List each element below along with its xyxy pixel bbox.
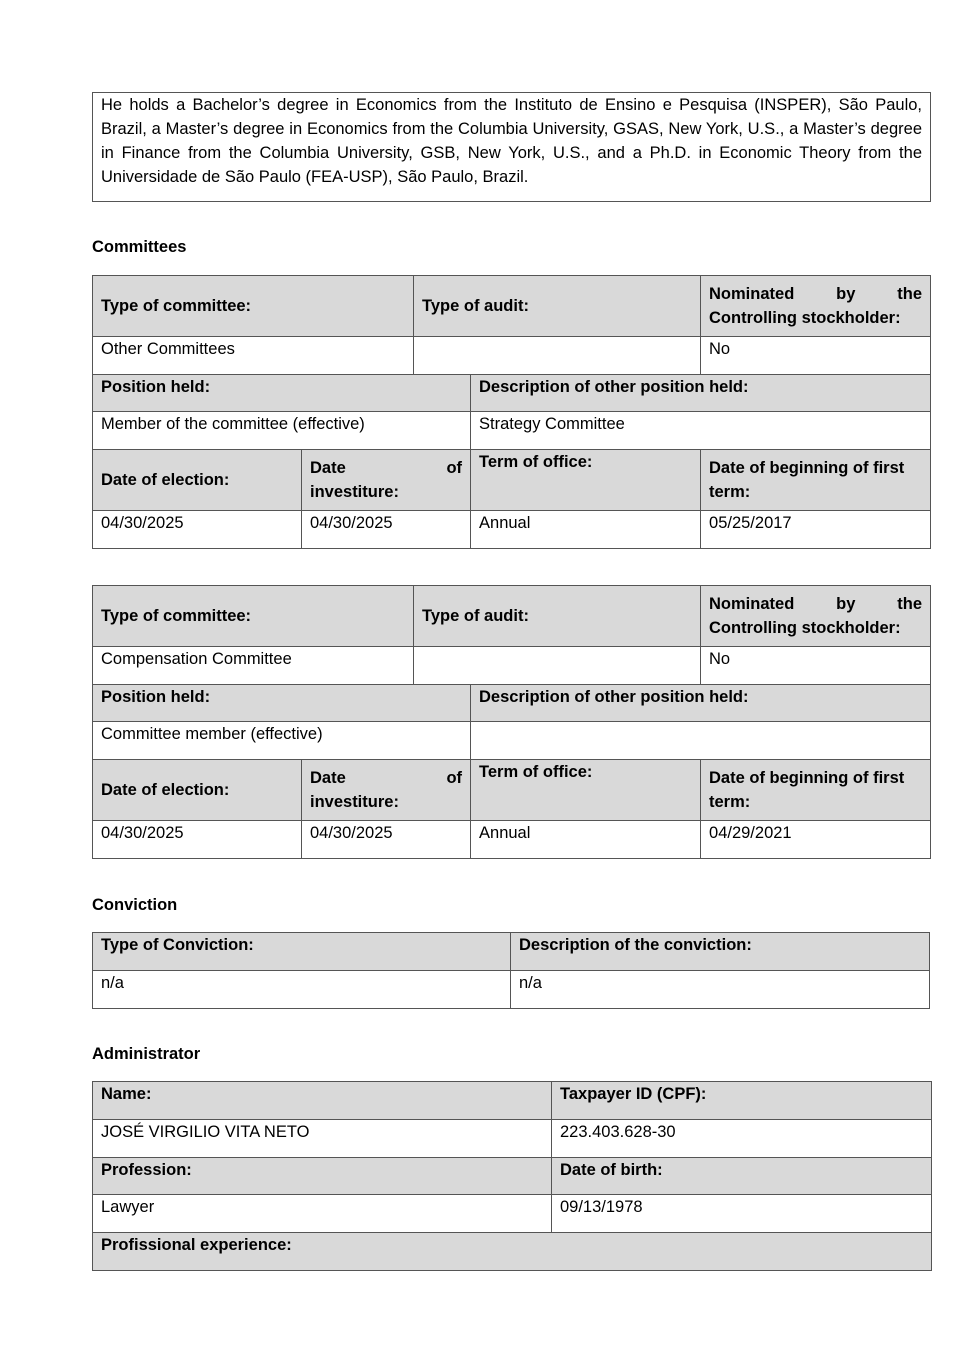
committee-table-2 bbox=[92, 585, 931, 859]
administrator-name-value: JOSÉ VIRGILIO VITA NETO bbox=[93, 1120, 552, 1158]
administrator-profession-value: Lawyer bbox=[93, 1195, 552, 1233]
conviction-description-label: Description of the conviction: bbox=[511, 933, 930, 971]
committees-heading: Committees bbox=[92, 238, 187, 256]
administrator-birth-label: Date of birth: bbox=[552, 1158, 932, 1195]
nominated-label-line1: Nominated by the bbox=[709, 285, 923, 303]
term-of-office-value: Annual bbox=[471, 511, 701, 549]
description-other-label: Description of other position held: bbox=[471, 685, 931, 722]
administrator-heading: Administrator bbox=[92, 1045, 201, 1063]
date-beginning-value: 04/29/2021 bbox=[701, 821, 931, 859]
committee-table-1 bbox=[92, 275, 931, 549]
nominated-label-line2: Controlling stockholder: bbox=[709, 619, 901, 637]
date-beginning-label bbox=[701, 760, 931, 821]
date-of-election-label: Date of election: bbox=[93, 760, 302, 821]
administrator-profession-label: Profession: bbox=[93, 1158, 552, 1195]
nominated-value: No bbox=[701, 647, 931, 685]
biography-box bbox=[92, 92, 931, 202]
administrator-name-label: Name: bbox=[93, 1082, 552, 1120]
date-beginning-label-line1: Date of beginning of first bbox=[709, 769, 905, 787]
position-held-label: Position held: bbox=[93, 685, 471, 722]
conviction-heading: Conviction bbox=[92, 896, 178, 914]
conviction-type-value: n/a bbox=[93, 971, 511, 1009]
term-of-office-label: Term of office: bbox=[471, 450, 701, 511]
description-other-label: Description of other position held: bbox=[471, 375, 931, 412]
type-of-audit-value bbox=[414, 337, 701, 375]
type-of-committee-value: Other Committees bbox=[93, 337, 414, 375]
date-of-investiture-label-line1: Date of bbox=[310, 769, 463, 787]
biography-text: He holds a Bachelor’s degree in Economics from the Instituto de Ensino e Pesquisa (INSPER), São Paulo, Brazil, a Master’s degree in Economics from the Columbia University, GSAS, New York, U.S., a Master’s degree in Finance from the Columbia University, GSB, New York, U.S., and a Ph.D. in Economic Theory from the Universidade de São Paulo (FEA-USP), São Paulo, Brazil. bbox=[101, 96, 922, 186]
date-of-investiture-label bbox=[302, 450, 471, 511]
date-of-election-value: 04/30/2025 bbox=[93, 511, 302, 549]
date-of-election-value: 04/30/2025 bbox=[93, 821, 302, 859]
position-held-label: Position held: bbox=[93, 375, 471, 412]
date-beginning-label-line2: term: bbox=[709, 793, 751, 811]
nominated-label bbox=[701, 586, 931, 647]
date-of-investiture-label-line2: investiture: bbox=[310, 793, 399, 811]
date-of-investiture-label bbox=[302, 760, 471, 821]
date-of-investiture-label-line1: Date of bbox=[310, 459, 463, 477]
administrator-experience-label: Profissional experience: bbox=[93, 1233, 932, 1271]
date-beginning-value: 05/25/2017 bbox=[701, 511, 931, 549]
type-of-audit-value bbox=[414, 647, 701, 685]
type-of-committee-label: Type of committee: bbox=[93, 586, 414, 647]
nominated-label bbox=[701, 276, 931, 337]
date-of-investiture-label-line2: investiture: bbox=[310, 483, 399, 501]
administrator-cpf-label: Taxpayer ID (CPF): bbox=[552, 1082, 932, 1120]
type-of-committee-value: Compensation Committee bbox=[93, 647, 414, 685]
position-held-value: Member of the committee (effective) bbox=[93, 412, 471, 450]
date-of-election-label: Date of election: bbox=[93, 450, 302, 511]
nominated-label-line1: Nominated by the bbox=[709, 595, 923, 613]
administrator-table bbox=[92, 1081, 932, 1271]
conviction-type-label: Type of Conviction: bbox=[93, 933, 511, 971]
type-of-committee-label: Type of committee: bbox=[93, 276, 414, 337]
date-of-investiture-value: 04/30/2025 bbox=[302, 511, 471, 549]
description-other-value bbox=[471, 722, 931, 760]
type-of-audit-label: Type of audit: bbox=[414, 586, 701, 647]
administrator-cpf-value: 223.403.628-30 bbox=[552, 1120, 932, 1158]
term-of-office-label: Term of office: bbox=[471, 760, 701, 821]
administrator-birth-value: 09/13/1978 bbox=[552, 1195, 932, 1233]
conviction-table bbox=[92, 932, 930, 1009]
date-beginning-label-line2: term: bbox=[709, 483, 751, 501]
type-of-audit-label: Type of audit: bbox=[414, 276, 701, 337]
position-held-value: Committee member (effective) bbox=[93, 722, 471, 760]
nominated-value: No bbox=[701, 337, 931, 375]
date-of-investiture-value: 04/30/2025 bbox=[302, 821, 471, 859]
nominated-label-line2: Controlling stockholder: bbox=[709, 309, 901, 327]
date-beginning-label bbox=[701, 450, 931, 511]
date-beginning-label-line1: Date of beginning of first bbox=[709, 459, 905, 477]
term-of-office-value: Annual bbox=[471, 821, 701, 859]
description-other-value: Strategy Committee bbox=[471, 412, 931, 450]
conviction-description-value: n/a bbox=[511, 971, 930, 1009]
